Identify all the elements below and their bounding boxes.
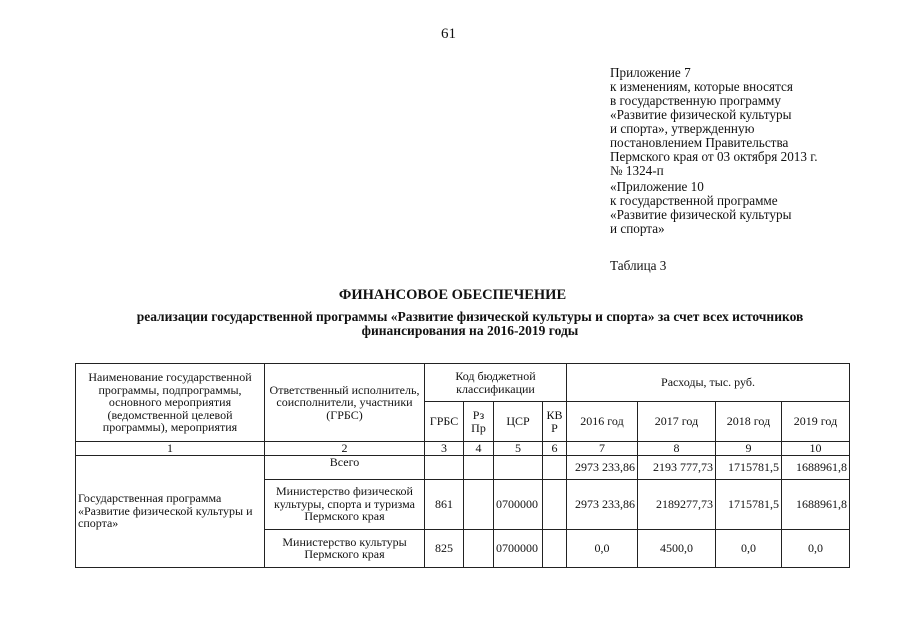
col-number: 5 [494, 442, 543, 456]
executor-cell: Министерство культуры Пермского края [265, 529, 425, 567]
col-number: 1 [76, 442, 265, 456]
header-kvr: КВ Р [543, 402, 567, 442]
subtitle-line-1: реализации государственной программы «Развитие физической культуры и спорта» за счет всех источников [136, 309, 804, 324]
document-subtitle [80, 310, 860, 338]
col-number: 9 [716, 442, 782, 456]
header-2017: 2017 год [638, 402, 716, 442]
col-number: 2 [265, 442, 425, 456]
value-2017-cell: 2189277,73 [638, 479, 716, 529]
header-expenses: Расходы, тыс. руб. [567, 364, 850, 402]
col-number: 7 [567, 442, 638, 456]
value-2018-cell: 1715781,5 [716, 479, 782, 529]
rzpr-cell [464, 529, 494, 567]
value-2019-cell: 0,0 [782, 529, 850, 567]
rzpr-cell [464, 455, 494, 479]
header-grbs: ГРБС [425, 402, 464, 442]
appendix-line: и спорта», утвержденную [610, 121, 755, 136]
header-2016: 2016 год [567, 402, 638, 442]
financing-table [75, 363, 850, 568]
value-2016-cell: 2973 233,86 [567, 455, 638, 479]
appendix-block-2 [610, 180, 895, 236]
header-rzpr: Рз Пр [464, 402, 494, 442]
header-executor: Ответственный исполнитель, соисполнители, участники (ГРБС) [265, 364, 425, 442]
value-2017-cell: 4500,0 [638, 529, 716, 567]
value-2019-cell: 1688961,8 [782, 455, 850, 479]
appendix-block [610, 66, 895, 178]
appendix-line: Пермского края от 03 октября 2013 г. [610, 149, 818, 164]
value-2017-cell: 2193 777,73 [638, 455, 716, 479]
appendix-line: к изменениям, которые вносятся [610, 79, 793, 94]
header-2019: 2019 год [782, 402, 850, 442]
col-number: 6 [543, 442, 567, 456]
value-2019-cell: 1688961,8 [782, 479, 850, 529]
table-label: Таблица 3 [610, 258, 667, 273]
appendix-line: Приложение 7 [610, 65, 691, 80]
appendix-line: «Приложение 10 [610, 179, 704, 194]
value-2016-cell: 0,0 [567, 529, 638, 567]
appendix-line: № 1324-п [610, 163, 664, 178]
appendix-line: «Развитие физической культуры [610, 107, 792, 122]
appendix-line: и спорта» [610, 221, 665, 236]
program-name-cell: Государственная программа «Развитие физической культуры и спорта» [76, 455, 265, 567]
value-2016-cell: 2973 233,86 [567, 479, 638, 529]
executor-cell: Министерство физической культуры, спорта и туризма Пермского края [265, 479, 425, 529]
header-csr: ЦСР [494, 402, 543, 442]
header-2018: 2018 год [716, 402, 782, 442]
col-number: 10 [782, 442, 850, 456]
document-title: ФИНАНСОВОЕ ОБЕСПЕЧЕНИЕ [338, 287, 567, 303]
grbs-cell [425, 455, 464, 479]
executor-cell: Всего [265, 455, 425, 479]
page-number: 61 [441, 26, 456, 42]
appendix-line: к государственной программе [610, 193, 778, 208]
kvr-cell [543, 479, 567, 529]
header-budget-code: Код бюджетной классификации [425, 364, 567, 402]
kvr-cell [543, 529, 567, 567]
kvr-cell [543, 455, 567, 479]
value-2018-cell: 1715781,5 [716, 455, 782, 479]
col-number: 8 [638, 442, 716, 456]
grbs-cell: 825 [425, 529, 464, 567]
subtitle-line-2: финансирования на 2016-2019 годы [361, 323, 579, 338]
header-name: Наименование государственной программы, подпрограммы, основного мероприятия (ведомственной целевой программы), мероприятия [76, 364, 265, 442]
csr-cell: 0700000 [494, 529, 543, 567]
csr-cell: 0700000 [494, 479, 543, 529]
value-2018-cell: 0,0 [716, 529, 782, 567]
col-number: 4 [464, 442, 494, 456]
appendix-line: постановлением Правительства [610, 135, 789, 150]
appendix-line: в государственную программу [610, 93, 781, 108]
grbs-cell: 861 [425, 479, 464, 529]
table-row [76, 455, 850, 479]
csr-cell [494, 455, 543, 479]
col-number: 3 [425, 442, 464, 456]
rzpr-cell [464, 479, 494, 529]
appendix-line: «Развитие физической культуры [610, 207, 792, 222]
